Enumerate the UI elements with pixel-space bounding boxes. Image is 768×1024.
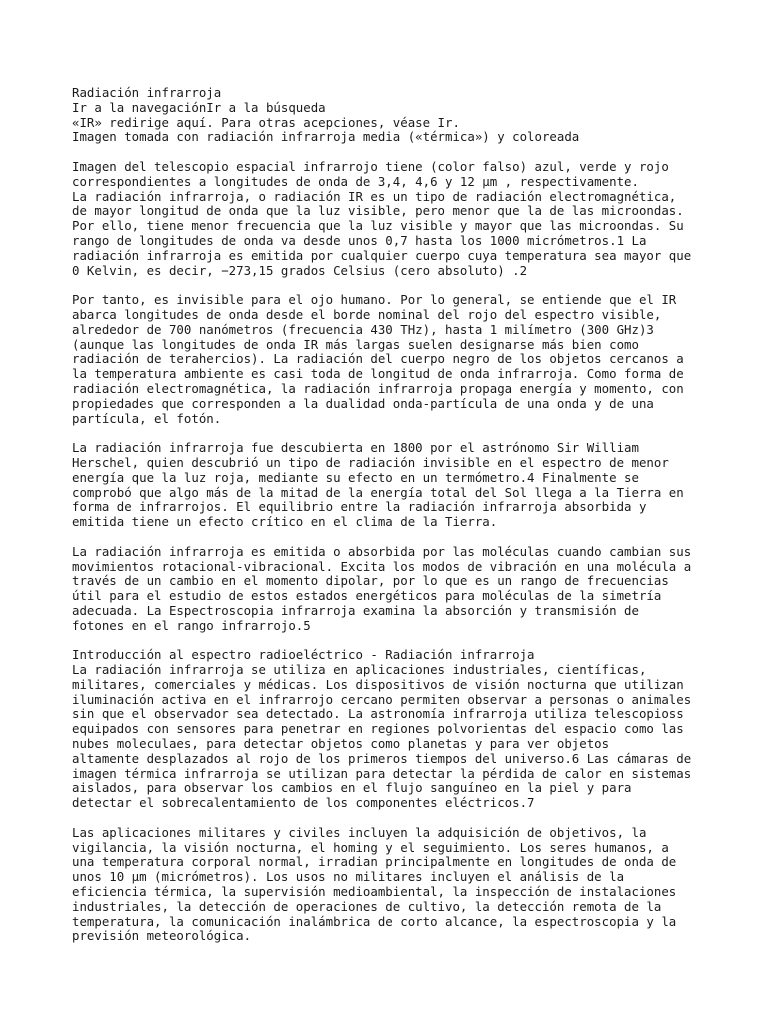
text-line: adecuada. La Espectroscopia infrarroja examina la absorción y transmisión de [72,602,639,618]
paragraph-intro [72,160,712,278]
text-line: eficiencia térmica, la supervisión medioambiental, la inspección de instalaciones [72,884,677,900]
text-line: nubes moleculaes, para detectar objetos como planetas y para ver objetos [72,736,610,752]
text-line: (aunque las longitudes de onda IR más largas suelen designarse más bien como [72,336,639,352]
text-line: útil para el estudio de estos estados energéticos para moléculas de la simetría [72,588,662,604]
text-line: de mayor longitud de onda que la luz visible, pero menor que la de las microondas. [72,203,684,219]
text-line: 0 Kelvin, es decir, −273,15 grados Celsius (cero absoluto) .2 [72,262,528,278]
text-line: radiación infrarroja es emitida por cualquier cuerpo cuya temperatura sea mayor que [72,247,692,263]
paragraph-discovery [72,441,712,530]
text-line: temperatura, la comunicación inalámbrica de corto alcance, la espectroscopia y la [72,913,677,929]
image-caption: Imagen tomada con radiación infrarroja media («térmica») y coloreada [72,129,580,145]
document-title: Radiación infrarroja [72,85,222,100]
text-line: La radiación infrarroja fue descubierta en 1800 por el astrónomo Sir William [72,440,639,456]
text-line: Las aplicaciones militares y civiles incluyen la adquisición de objetivos, la [72,824,647,840]
text-line: través de un cambio en el momento dipolar, por lo que es un rango de frecuencias [72,573,669,589]
paragraph-uses [72,826,712,944]
text-line: Herschel, quien descubrió un tipo de radiación invisible en el espectro de menor [72,454,669,470]
text-line: altamente desplazados al rojo de los primeros tiempos del universo.6 Las cámaras de [72,750,692,766]
text-line: movimientos rotacional-vibracional. Excita los modos de vibración en una molécula a [72,558,692,574]
text-line: emitida tiene un efecto crítico en el clima de la Tierra. [72,514,498,530]
text-line: La radiación infrarroja es emitida o absorbida por las moléculas cuando cambian sus [72,543,692,559]
text-line: una temperatura corporal normal, irradian principalmente en longitudes de onda de [72,854,677,870]
text-line: radiación electromagnética, la radiación infrarroja propaga energía y momento, con [72,380,684,396]
text-line: correspondientes a longitudes de onda de 3,4, 4,6 y 12 µm , respectivamente. [72,173,639,189]
redirect-note: «IR» redirige aquí. Para otras acepciones, véase Ir. [72,114,460,130]
text-line: abarca longitudes de onda desde el borde nominal del rojo del espectro visible, [72,306,662,322]
text-line: sin que el observador sea detectado. La astronomía infrarroja utiliza telescopioss [72,706,684,722]
header-block [72,86,712,145]
text-line: La radiación infrarroja, o radiación IR es un tipo de radiación electromagnética, [72,188,677,204]
text-line: industriales, la detección de operaciones de cultivo, la detección remota de la [72,898,662,914]
text-line: forma de infrarrojos. El equilibrio entre la radiación infrarroja absorbida y [72,499,647,515]
navigation-links[interactable]: Ir a la navegaciónIr a la búsqueda [72,99,326,115]
text-line: radiación de terahercios). La radiación del cuerpo negro de los objetos cercanos a [72,351,684,367]
text-line: vigilancia, la visión nocturna, el homing y el seguimiento. Los seres humanos, a [72,839,669,855]
text-line: equipados con sensores para penetrar en regiones polvorientas del espacio como las [72,721,684,737]
text-line: rango de longitudes de onda va desde unos 0,7 hasta los 1000 micrómetros.1 La [72,232,647,248]
text-line: alrededor de 700 nanómetros (frecuencia 430 THz), hasta 1 milímetro (300 GHz)3 [72,321,654,337]
text-line: propiedades que corresponden a la dualidad onda-partícula de una onda y de una [72,395,654,411]
text-line: fotones en el rango infrarrojo.5 [72,617,311,633]
text-line: imagen térmica infrarroja se utilizan para detectar la pérdida de calor en sistemas [72,765,692,781]
text-line: iluminación activa en el infrarrojo cercano permiten observar a personas o animales [72,691,692,707]
text-line: la temperatura ambiente es casi toda de longitud de onda infrarroja. Como forma de [72,366,684,382]
text-line: Imagen del telescopio espacial infrarrojo tiene (color falso) azul, verde y rojo [72,158,669,174]
text-line: Por tanto, es invisible para el ojo humano. Por lo general, se entiende que el IR [72,292,677,308]
text-line: partícula, el fotón. [72,410,222,426]
text-line: unos 10 µm (micrómetros). Los usos no militares incluyen el análisis de la [72,869,625,885]
section-heading: Introducción al espectro radioeléctrico - Radiación infrarroja [72,647,535,663]
paragraph-applications [72,648,712,811]
text-line: energía que la luz roja, mediante su efecto en un termómetro.4 Finalmente se [72,469,639,485]
text-line: militares, comerciales y médicas. Los dispositivos de visión nocturna que utilizan [72,676,684,692]
text-line: previsión meteorológica. [72,928,252,944]
paragraph-molecules [72,545,712,634]
text-line: aislados, para observar los cambios en el flujo sanguíneo en la piel y para [72,780,632,796]
text-line: comprobó que algo más de la mitad de la energía total del Sol llega a la Tierra en [72,484,684,500]
paragraph-visibility [72,293,712,426]
document-body [72,86,712,959]
text-line: La radiación infrarroja se utiliza en aplicaciones industriales, científicas, [72,662,647,678]
text-line: detectar el sobrecalentamiento de los componentes eléctricos.7 [72,795,535,811]
text-line: Por ello, tiene menor frecuencia que la luz visible y mayor que las microondas. Su [72,218,684,234]
